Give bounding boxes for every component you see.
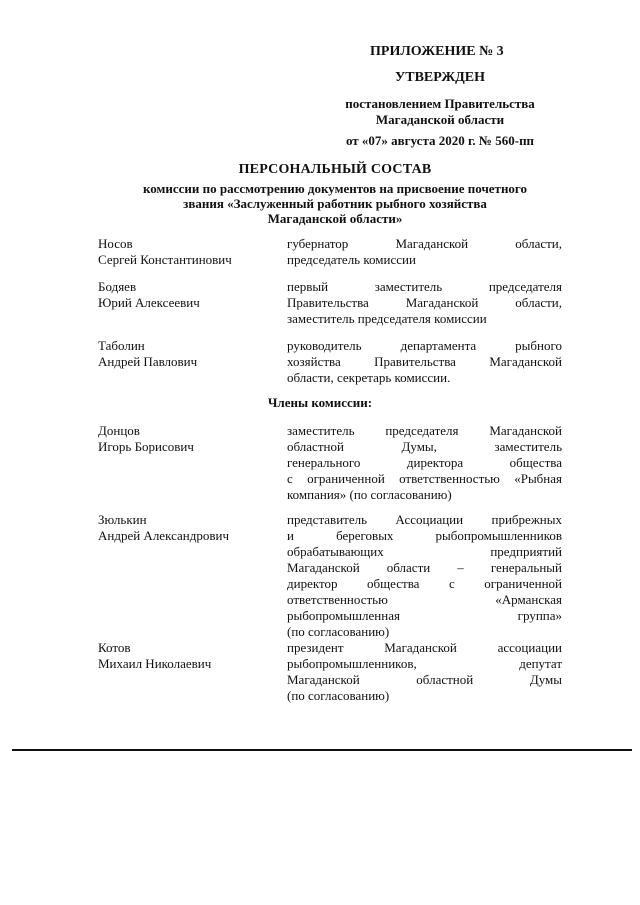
- person-surname: Зюлькин: [98, 512, 147, 527]
- person-surname: Донцов: [98, 423, 140, 438]
- role-line: Магаданской областной Думы: [287, 672, 562, 687]
- subtitle-line: Магаданской области»: [267, 211, 403, 226]
- person-role: [287, 640, 562, 704]
- person-surname: Котов: [98, 640, 131, 655]
- role-line: Магаданской области – генеральный: [287, 560, 562, 575]
- person-name: [98, 640, 278, 672]
- person-role: [287, 423, 562, 503]
- person-surname: Таболин: [98, 338, 145, 353]
- person-role: [287, 512, 562, 640]
- approval-date: от «07» августа 2020 г. № 560-пп: [345, 133, 535, 148]
- role-line: ответственностью «Арманская: [287, 592, 562, 607]
- role-line: генерального директора общества: [287, 455, 562, 470]
- person-name: [98, 338, 278, 370]
- subtitle-line: звания «Заслуженный работник рыбного хозяйства: [183, 196, 487, 211]
- person-role: [287, 338, 562, 386]
- person-given-name: Сергей Константинович: [98, 252, 232, 267]
- person-given-name: Юрий Алексеевич: [98, 295, 200, 310]
- role-line: директор общества с ограниченной: [287, 576, 562, 591]
- approval-line: Магаданской области: [375, 112, 505, 127]
- role-line: областной Думы, заместитель: [287, 439, 562, 454]
- role-line: компания» (по согласованию): [287, 487, 452, 502]
- person-name: [98, 279, 278, 311]
- role-line: с ограниченной ответственностью «Рыбная: [287, 471, 562, 486]
- role-line: рыбопромышленников, депутат: [287, 656, 562, 671]
- role-line: губернатор Магаданской области,: [287, 236, 562, 251]
- role-line: обрабатывающих предприятий: [287, 544, 562, 559]
- role-line: Правительства Магаданской области,: [287, 295, 562, 310]
- approved-label: УТВЕРЖДЕН: [394, 70, 486, 85]
- end-divider-line: [12, 749, 632, 751]
- role-line: области, секретарь комиссии.: [287, 370, 451, 385]
- role-line: рыбопромышленная группа»: [287, 608, 562, 623]
- document-title: ПЕРСОНАЛЬНЫЙ СОСТАВ: [238, 162, 432, 177]
- person-name: [98, 236, 278, 268]
- person-given-name: Михаил Николаевич: [98, 656, 212, 671]
- role-line: (по согласованию): [287, 688, 390, 703]
- members-heading: Члены комиссии:: [267, 395, 373, 410]
- role-line: заместитель председателя комиссии: [287, 311, 487, 326]
- role-line: заместитель председателя Магаданской: [287, 423, 562, 438]
- role-line: и береговых рыбопромышленников: [287, 528, 562, 543]
- person-role: [287, 236, 562, 268]
- document-subtitle: [100, 181, 570, 226]
- person-name: [98, 423, 278, 455]
- role-line: президент Магаданской ассоциации: [287, 640, 562, 655]
- approval-line: постановлением Правительства: [345, 96, 535, 111]
- subtitle-line: комиссии по рассмотрению документов на присвоение почетного: [142, 181, 528, 196]
- role-line: первый заместитель председателя: [287, 279, 562, 294]
- role-line: (по согласованию): [287, 624, 390, 639]
- role-line: председатель комиссии: [287, 252, 416, 267]
- role-line: хозяйства Правительства Магаданской: [287, 354, 562, 369]
- role-line: представитель Ассоциации прибрежных: [287, 512, 562, 527]
- person-given-name: Андрей Павлович: [98, 354, 198, 369]
- role-line: руководитель департамента рыбного: [287, 338, 562, 353]
- person-given-name: Андрей Александрович: [98, 528, 229, 543]
- person-surname: Бодяев: [98, 279, 137, 294]
- approval-block: [320, 70, 560, 149]
- appendix-label: ПРИЛОЖЕНИЕ № 3: [370, 44, 504, 59]
- person-name: [98, 512, 278, 544]
- person-surname: Носов: [98, 236, 133, 251]
- person-given-name: Игорь Борисович: [98, 439, 194, 454]
- person-role: [287, 279, 562, 327]
